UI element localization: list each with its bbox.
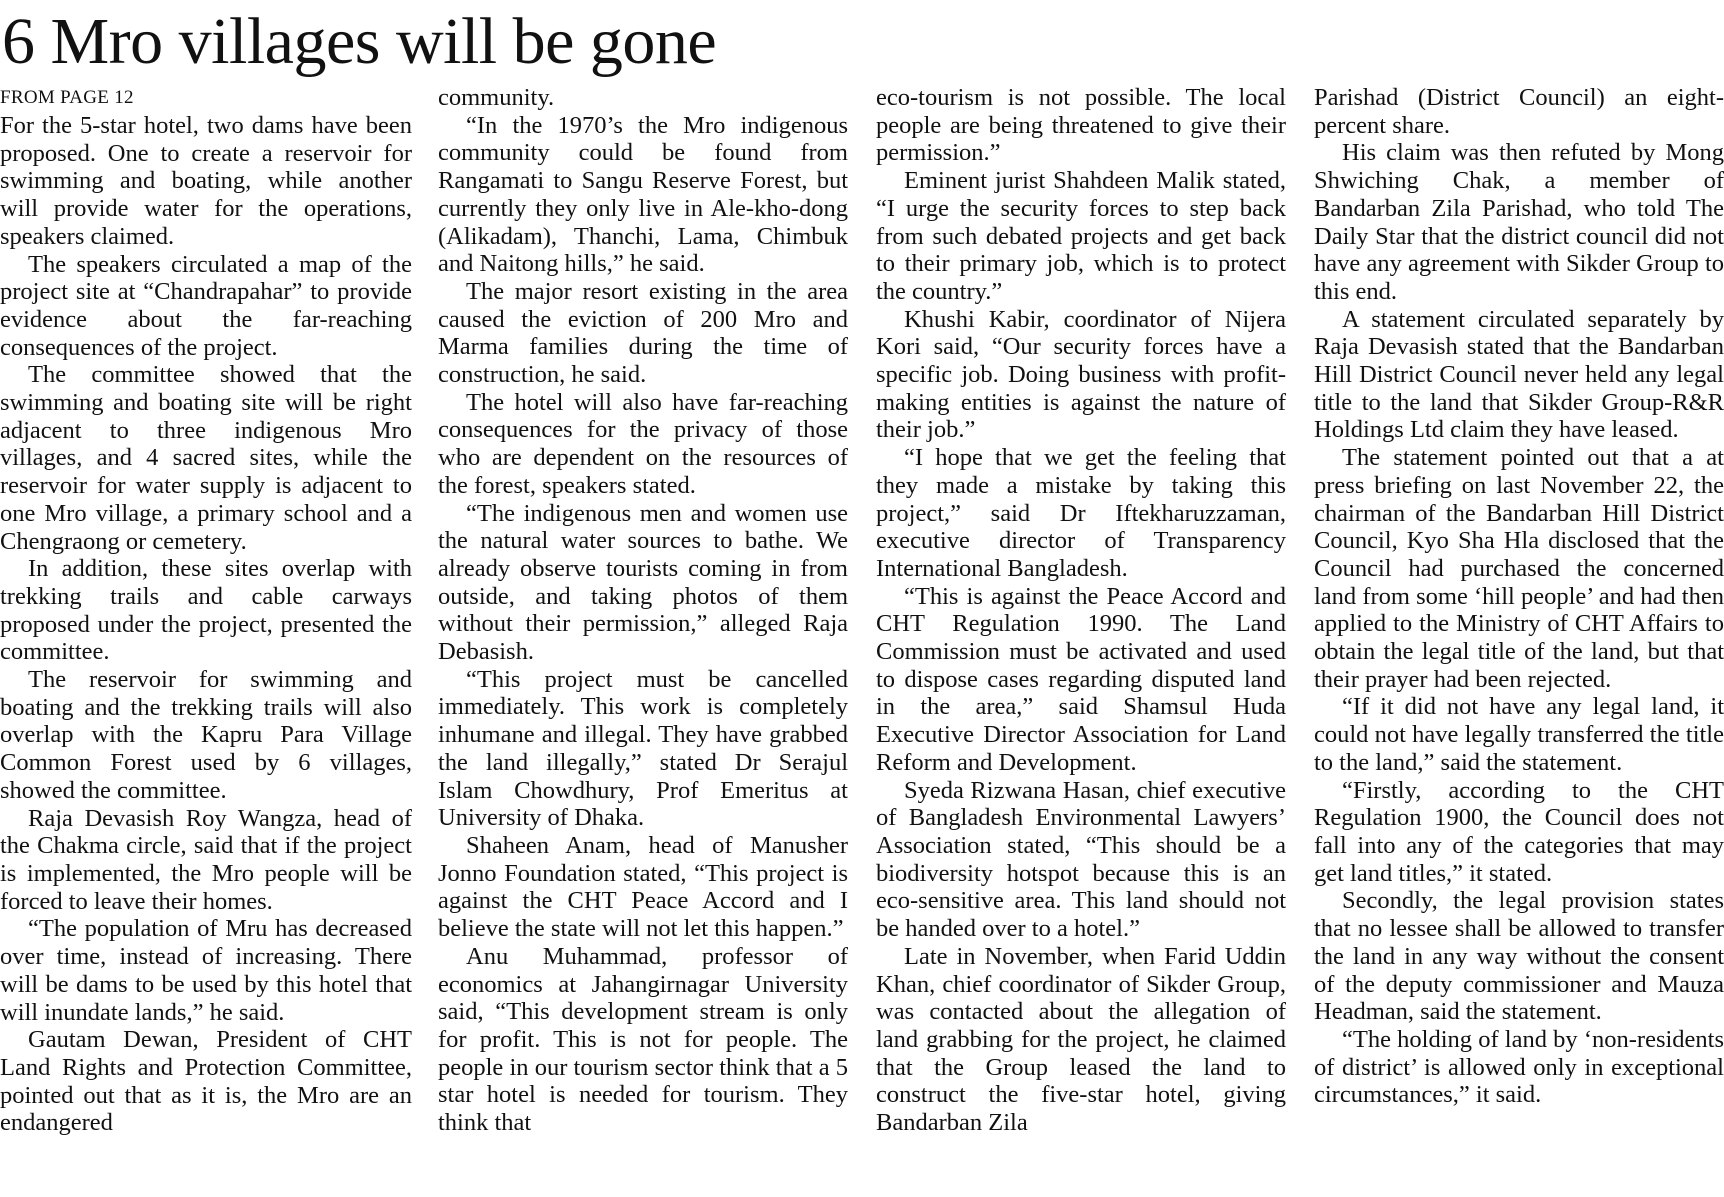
paragraph: Syeda Rizwana Hasan, chief executive of Bangladesh Environmental Lawyers’ Association stated, “This should be a biodiversity hotspot because this is an eco-sensitive area. This land should not be handed over to a hotel.” bbox=[876, 776, 1286, 943]
paragraph: Eminent jurist Shahdeen Malik stated, “I urge the security forces to step back from such debated projects and get back to their primary job, which is to protect the country.” bbox=[876, 167, 1286, 305]
paragraph: The major resort existing in the area caused the eviction of 200 Mro and Marma families during the time of construction, he said. bbox=[438, 277, 848, 389]
paragraph: “In the 1970’s the Mro indigenous community could be found from Rangamati to Sangu Reserve Forest, but currently they only live in Ale-kho-dong (Alikadam), Thanchi, Lama, Chimbuk and Naitong hills,” he said. bbox=[438, 111, 848, 278]
paragraph: Late in November, when Farid Uddin Khan, chief coordinator of Sikder Group, was contacted about the allegation of land grabbing for the project, he claimed that the Group leased the land to construct the five-star hotel, giving Bandarban Zila bbox=[876, 942, 1286, 1137]
paragraph: “Firstly, according to the CHT Regulation 1900, the Council does not fall into any of the categories that may get land titles,” it stated. bbox=[1314, 776, 1724, 887]
jump-line: FROM PAGE 12 bbox=[0, 87, 134, 108]
paragraph: “The population of Mru has decreased over time, instead of increasing. There will be dams to be used by this hotel that will inundate lands,” he said. bbox=[0, 915, 412, 1026]
paragraph: The committee showed that the swimming and boating site will be right adjacent to three indigenous Mro villages, and 4 sacred sites, while the reservoir for water supply is adjacent to one Mro village, a primary school and a Chengraong or cemetery. bbox=[0, 361, 412, 555]
paragraph: Gautam Dewan, President of CHT Land Rights and Protection Committee, pointed out that as it is, the Mro are an endangered bbox=[0, 1026, 412, 1137]
paragraph: Secondly, the legal provision states that no lessee shall be allowed to transfer the land in any way without the consent of the deputy commissioner and Mauza Headman, said the statement. bbox=[1314, 887, 1724, 1026]
article-column-2 bbox=[438, 84, 848, 1197]
paragraph: The hotel will also have far-reaching consequences for the privacy of those who are dependent on the resources of the forest, speakers stated. bbox=[438, 388, 848, 499]
paragraph: “If it did not have any legal land, it could not have legally transferred the title to the land,” said the statement. bbox=[1314, 693, 1724, 776]
paragraph: His claim was then refuted by Mong Shwiching Chak, a member of Bandarban Zila Parishad, who told The Daily Star that the district council did not have any agreement with Sikder Group to this end. bbox=[1314, 139, 1724, 305]
paragraph: Shaheen Anam, head of Manusher Jonno Foundation stated, “This project is against the CHT Peace Accord and I believe the state will not let this happen.” bbox=[438, 831, 848, 943]
paragraph: The speakers circulated a map of the project site at “Chandrapahar” to provide evidence about the far-reaching consequences of the project. bbox=[0, 250, 412, 361]
paragraph: “The holding of land by ‘non-residents of district’ is allowed only in exceptional circumstances,” it said. bbox=[1314, 1025, 1724, 1109]
paragraph: In addition, these sites overlap with trekking trails and cable carways proposed under the project, presented the committee. bbox=[0, 555, 412, 666]
paragraph: “This is against the Peace Accord and CHT Regulation 1990. The Land Commission must be activated and used to dispose cases regarding disputed land in the area,” said Shamsul Huda Executive Director Association for Land Reform and Development. bbox=[876, 582, 1286, 776]
paragraph: eco-tourism is not possible. The local people are being threatened to give their permission.” bbox=[876, 84, 1286, 167]
paragraph: “I hope that we get the feeling that they made a mistake by taking this project,” said Dr Iftekharuzzaman, executive director of Transparency International Bangladesh. bbox=[876, 444, 1286, 582]
paragraph: “The indigenous men and women use the natural water sources to bathe. We already observe tourists coming in from outside, and taking photos of them without their permission,” alleged Raja Debasish. bbox=[438, 499, 848, 666]
article-column-3 bbox=[876, 84, 1286, 1197]
article-column-4 bbox=[1314, 84, 1724, 1197]
paragraph: community. bbox=[438, 84, 555, 111]
paragraph: For the 5-star hotel, two dams have been proposed. One to create a reservoir for swimming and boating, while another will provide water for the operations, speakers claimed. bbox=[0, 112, 412, 250]
paragraph: Raja Devasish Roy Wangza, head of the Chakma circle, said that if the project is implemented, the Mro people will be forced to leave their homes. bbox=[0, 804, 412, 915]
paragraph: “This project must be cancelled immediately. This work is completely inhumane and illegal. They have grabbed the land illegally,” stated Dr Serajul Islam Chowdhury, Prof Emeritus at University of Dhaka. bbox=[438, 665, 848, 832]
paragraph: Parishad (District Council) an eight-percent share. bbox=[1314, 84, 1724, 139]
paragraph: The statement pointed out that a at press briefing on last November 22, the chairman of the Bandarban Hill District Council, Kyo Sha Hla disclosed that the Council had purchased the concerned land from some ‘hill people’ and had then applied to the Ministry of CHT Affairs to obtain the legal title of the land, but that their prayer had been rejected. bbox=[1314, 444, 1724, 693]
paragraph: Khushi Kabir, coordinator of Nijera Kori said, “Our security forces have a specific job. Doing business with profit-making entities is against the nature of their job.” bbox=[876, 305, 1286, 444]
paragraph: The reservoir for swimming and boating and the trekking trails will also overlap with the Kapru Para Village Common Forest used by 6 villages, showed the committee. bbox=[0, 666, 412, 804]
article-column-1 bbox=[0, 84, 412, 1197]
paragraph: Anu Muhammad, professor of economics at Jahangirnagar University said, “This development stream is only for profit. This is not for people. The people in our tourism sector think that a 5 star hotel is needed for tourism. They think that bbox=[438, 942, 848, 1137]
paragraph: A statement circulated separately by Raja Devasish stated that the Bandarban Hill District Council never held any legal title to the land that Sikder Group-R&R Holdings Ltd claim they have leased. bbox=[1314, 305, 1724, 444]
headline: 6 Mro villages will be gone bbox=[2, 5, 717, 78]
